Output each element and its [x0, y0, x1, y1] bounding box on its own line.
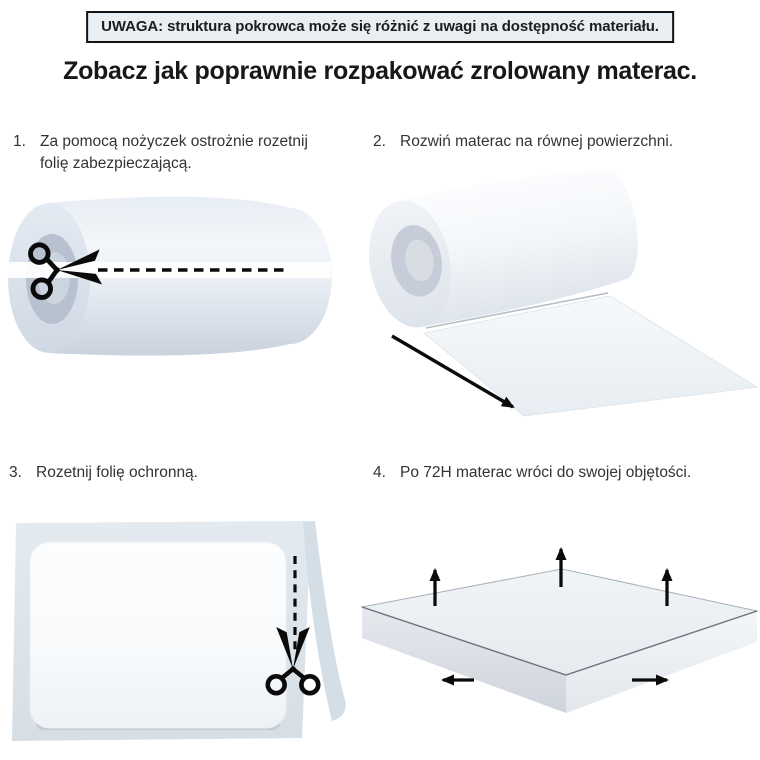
step-3-text: Rozetnij folię ochronną. [36, 464, 198, 481]
step-3-illustration-cut-film [4, 514, 350, 760]
step-3-number: 3. [9, 464, 22, 481]
notice-banner [86, 11, 674, 43]
step-2-text: Rozwiń materac na równej powierzchni. [400, 133, 674, 150]
page-title: Zobacz jak poprawnie rozpakować zrolowany materac. [63, 57, 697, 85]
step-2-number: 2. [373, 133, 386, 150]
step-4-number: 4. [373, 464, 386, 481]
step-2-illustration-unrolling-mattress [360, 164, 760, 426]
flat-mattress [30, 542, 286, 728]
step-1-caption [13, 131, 313, 175]
step-3-caption [9, 462, 339, 484]
step-1-number: 1. [13, 133, 26, 150]
step-4-caption [373, 462, 758, 484]
step-4-illustration-expanding-mattress [360, 528, 760, 760]
step-2-caption [373, 131, 753, 153]
step-1-illustration-rolled-mattress [0, 186, 336, 364]
step-4-text: Po 72H materac wróci do swojej objętości. [400, 464, 692, 481]
step-1-text: Za pomocą nożyczek ostrożnie rozetnij folię zabezpieczającą. [40, 133, 308, 172]
notice-text: UWAGA: struktura pokrowca może się różnić z uwagi na dostępność materiału. [101, 18, 659, 35]
